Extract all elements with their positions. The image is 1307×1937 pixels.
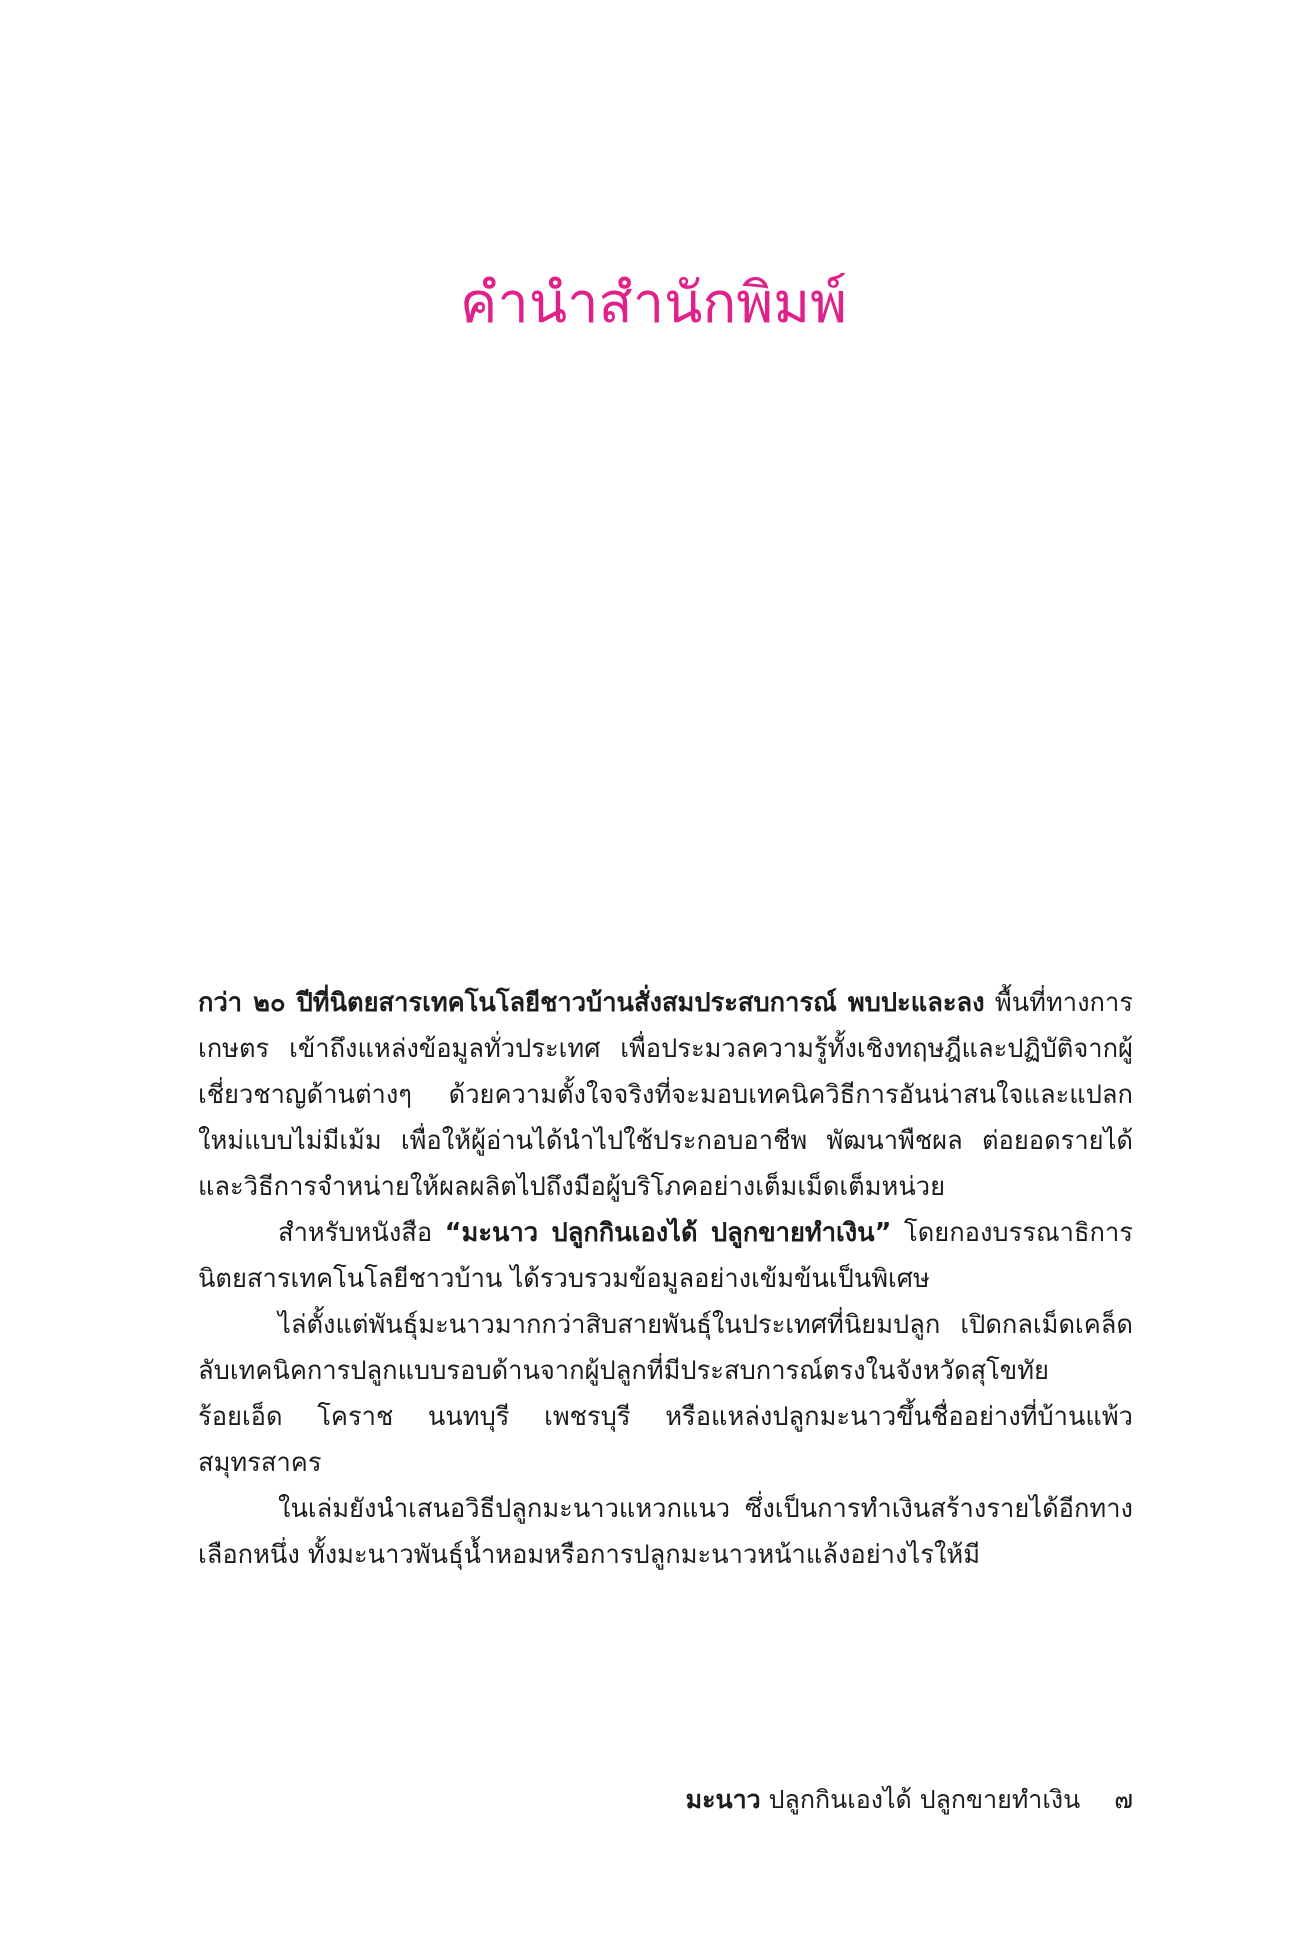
paragraph-4 <box>198 1486 1133 1578</box>
running-footer <box>686 1780 1133 1820</box>
paragraph-2-post: โดยกองบรรณาธิการนิตยสารเทคโนโลยีชาวบ้าน ได้รวบรวมข้อมูลอย่างเข้มข้นเป็นพิเศษ <box>198 1218 1133 1294</box>
paragraph-1 <box>198 980 1133 1210</box>
paragraph-1-lead: กว่า ๒๐ ปีที่นิตยสารเทคโนโลยีชาวบ้านสั่งสมประสบการณ์ พบปะและลง <box>198 988 985 1018</box>
footer-book-rest: ปลูกกินเองได้ ปลูกขายทำเงิน <box>760 1785 1081 1814</box>
book-title-quote: “มะนาว ปลูกกินเองได้ ปลูกขายทำเงิน” <box>444 1218 892 1248</box>
paragraph-4-text: ในเล่มยังนำเสนอวิธีปลูกมะนาวแหวกแนว ซึ่งเป็นการทำเงินสร้างรายได้อีกทางเลือกหนึ่ง ทั้งมะนาวพันธุ์น้ำหอมหรือการปลูกมะนาวหน้าแล้งอย่างไรให้มี <box>198 1494 1133 1570</box>
preface-body <box>198 980 1133 1578</box>
paragraph-2-pre: สำหรับหนังสือ <box>278 1218 445 1248</box>
paragraph-2 <box>198 1210 1133 1302</box>
page-title: คำนำสำนักพิมพ์ <box>459 271 848 336</box>
paragraph-3-text: ไล่ตั้งแต่พันธุ์มะนาวมากกว่าสิบสายพันธุ์ในประเทศที่นิยมปลูก เปิดกลเม็ดเคล็ดลับเทคนิคการปลูกแบบรอบด้านจากผู้ปลูกที่มีประสบการณ์ตรงในจังหวัดสุโขทัย ร้อยเอ็ด โคราช นนทบุรี เพชรบุรี หรือแหล่งปลูกมะนาวขึ้นชื่ออย่างที่บ้านแพ้วสมุทรสาคร <box>198 1310 1133 1478</box>
paragraph-1-text: พื้นที่ทางการเกษตร เข้าถึงแหล่งข้อมูลทั่วประเทศ เพื่อประมวลความรู้ทั้งเชิงทฤษฎีและปฏิบัติจากผู้เชี่ยวชาญด้านต่างๆ ด้วยความตั้งใจจริงที่จะมอบเทคนิควิธีการอันน่าสนใจและแปลกใหม่แบบไม่มีเม้ม เพื่อให้ผู้อ่านได้นำไปใช้ประกอบอาชีพ พัฒนาพืชผล ต่อยอดรายได้ และวิธีการจำหน่ายให้ผลผลิตไปถึงมือผู้บริโภคอย่างเต็มเม็ดเต็มหน่วย <box>198 988 1133 1202</box>
paragraph-3 <box>198 1302 1133 1486</box>
page-number: ๗ <box>1114 1785 1133 1814</box>
footer-book-bold: มะนาว <box>685 1785 761 1814</box>
